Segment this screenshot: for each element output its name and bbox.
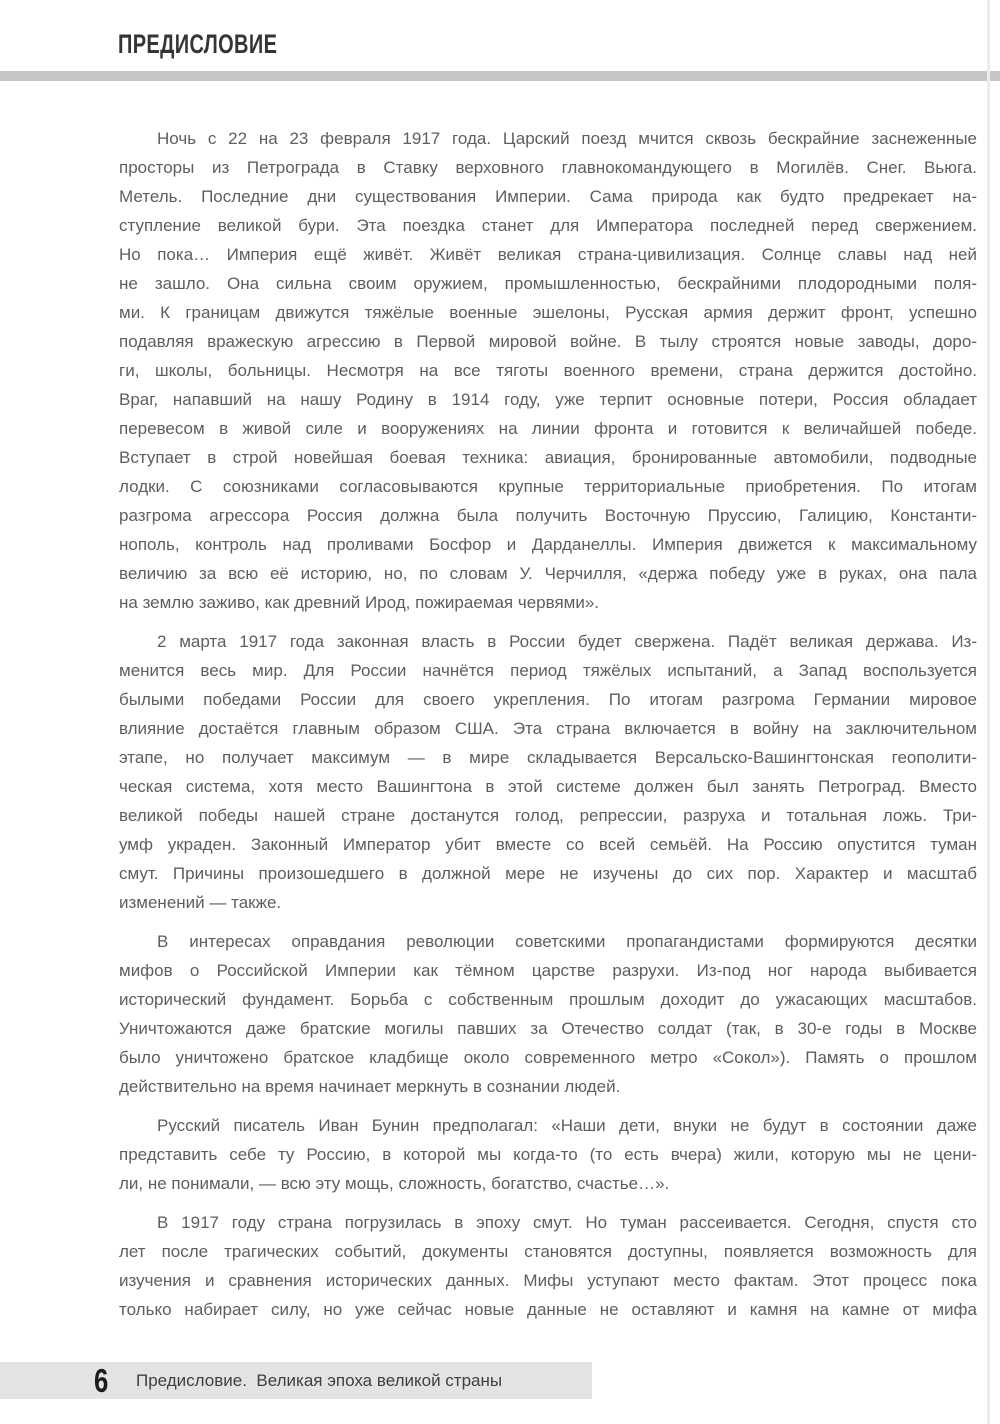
text-line: влияние достаётся главным образом США. Эта страна включается в войну на заключительном bbox=[119, 719, 977, 738]
text-line: Русский писатель Иван Бунин предполагал: «Наши дети, внуки не будут в состоянии даже bbox=[157, 1116, 977, 1135]
text-line: В интересах оправдания революции советскими пропагандистами формируются десятки bbox=[157, 932, 977, 951]
text-line: изучения и сравнения исторических данных. Мифы уступают место фактам. Этот процесс пока bbox=[119, 1271, 977, 1290]
page-title: ПРЕДИСЛОВИЕ bbox=[118, 29, 278, 59]
text-line: Уничтожаются даже братские могилы павших за Отечество солдат (так, в 30-е годы в Москве bbox=[119, 1019, 977, 1038]
text-line: представить себе ту Россию, в которой мы когда-то (то есть вчера) жили, которую мы не цени- bbox=[119, 1145, 977, 1164]
text-line: лет после трагических событий, документы становятся доступны, появляется возможность для bbox=[119, 1242, 977, 1261]
text-line: исторический фундамент. Борьба с собственным прошлым доходит до ужасающих масштабов. bbox=[119, 990, 977, 1009]
text-line: менится весь мир. Для России начнётся период тяжёлых испытаний, а Запад воспользуется bbox=[119, 661, 977, 680]
text-line: было уничтожено братское кладбище около современного метро «Сокол»). Память о прошлом bbox=[119, 1048, 977, 1067]
text-line: мифов о Российской Империи как тёмном царстве разрухи. Из-под ног народа выбивается bbox=[119, 961, 977, 980]
paragraph bbox=[119, 627, 977, 917]
text-line: этапе, но получает максимум — в мире складывается Версальско-Вашингтонская геополити- bbox=[119, 748, 977, 767]
text-line: В 1917 году страна погрузилась в эпоху смут. Но туман рассеивается. Сегодня, спустя сто bbox=[157, 1213, 977, 1232]
text-line: Но пока… Империя ещё живёт. Живёт великая страна-цивилизация. Солнце славы над ней bbox=[119, 245, 977, 264]
text-line: былыми победами России для своего укрепления. По итогам разгрома Германии мировое bbox=[119, 690, 977, 709]
text-line: Ночь с 22 на 23 февраля 1917 года. Царский поезд мчится сквозь бескрайние заснеженные bbox=[157, 129, 977, 148]
paragraph bbox=[119, 124, 977, 617]
text-line: перевесом в живой силе и вооружениях на линии фронта и готовится к величайшей победе. bbox=[119, 419, 977, 438]
text-line: просторы из Петрограда в Ставку верховного главнокомандующего в Могилёв. Снег. Вьюга. bbox=[119, 158, 977, 177]
page-number: 6 bbox=[94, 1362, 109, 1399]
text-line: нополь, контроль над проливами Босфор и Дарданеллы. Империя движется к максимальному bbox=[119, 535, 977, 554]
text-line: не зашло. Она сильна своим оружием, промышленностью, бескрайними плодородными поля- bbox=[119, 274, 977, 293]
page-edge-shadow bbox=[987, 0, 990, 1424]
body-text bbox=[119, 124, 977, 1334]
text-line: умф украден. Законный Император убит вместе со всей семьёй. На Россию опустится туман bbox=[119, 835, 977, 854]
text-line: ческая система, хотя место Вашингтона в этой системе должен был занять Петроград. Вместо bbox=[119, 777, 977, 796]
text-line: на землю заживо, как древний Ирод, пожираемая червями». bbox=[119, 593, 600, 612]
text-line: Враг, напавший на нашу Родину в 1914 году, уже терпит основные потери, Россия обладает bbox=[119, 390, 977, 409]
paragraph bbox=[119, 1208, 977, 1324]
text-line: великой победы нашей стране достанутся голод, репрессии, разруха и тотальная ложь. Три- bbox=[119, 806, 977, 825]
text-line: ми. К границам движутся тяжёлые военные эшелоны, Русская армия держит фронт, успешно bbox=[119, 303, 977, 322]
text-line: действительно на время начинает меркнуть в сознании людей. bbox=[119, 1077, 621, 1096]
text-line: Метель. Последние дни существования Империи. Сама природа как будто предрекает на- bbox=[119, 187, 977, 206]
text-line: только набирает силу, но уже сейчас новые данные не оставляют и камня на камне от мифа bbox=[119, 1300, 977, 1319]
text-line: величию за всю её историю, но, по словам У. Черчилля, «держа победу уже в руках, она пала bbox=[119, 564, 977, 583]
footer-running-title: Предисловие. Великая эпоха великой страны bbox=[136, 1371, 503, 1390]
text-line: подавляя вражескую агрессию в Первой мировой войне. В тылу строятся новые заводы, доро- bbox=[119, 332, 977, 351]
paragraph bbox=[119, 1111, 977, 1198]
paragraph bbox=[119, 927, 977, 1101]
text-line: лодки. С союзниками согласовываются крупные территориальные приобретения. По итогам bbox=[119, 477, 977, 496]
text-line: смут. Причины произошедшего в должной мере не изучены до сих пор. Характер и масштаб bbox=[119, 864, 977, 883]
text-line: разгрома агрессора Россия должна была получить Восточную Пруссию, Галицию, Константи- bbox=[119, 506, 977, 525]
text-line: изменений — также. bbox=[119, 893, 282, 912]
text-line: ли, не понимали, — всю эту мощь, сложность, богатство, счастье…». bbox=[119, 1174, 670, 1193]
text-line: Вступает в строй новейшая боевая техника: авиация, бронированные автомобили, подводные bbox=[119, 448, 977, 467]
text-line: ступление великой бури. Эта поездка станет для Императора последней перед свержением. bbox=[119, 216, 977, 235]
text-line: ги, школы, больницы. Несмотря на все тяготы военного времени, страна держится достойно. bbox=[119, 361, 977, 380]
text-line: 2 марта 1917 года законная власть в России будет свержена. Падёт великая держава. Из- bbox=[157, 632, 977, 651]
header-divider-rule bbox=[0, 71, 1000, 81]
